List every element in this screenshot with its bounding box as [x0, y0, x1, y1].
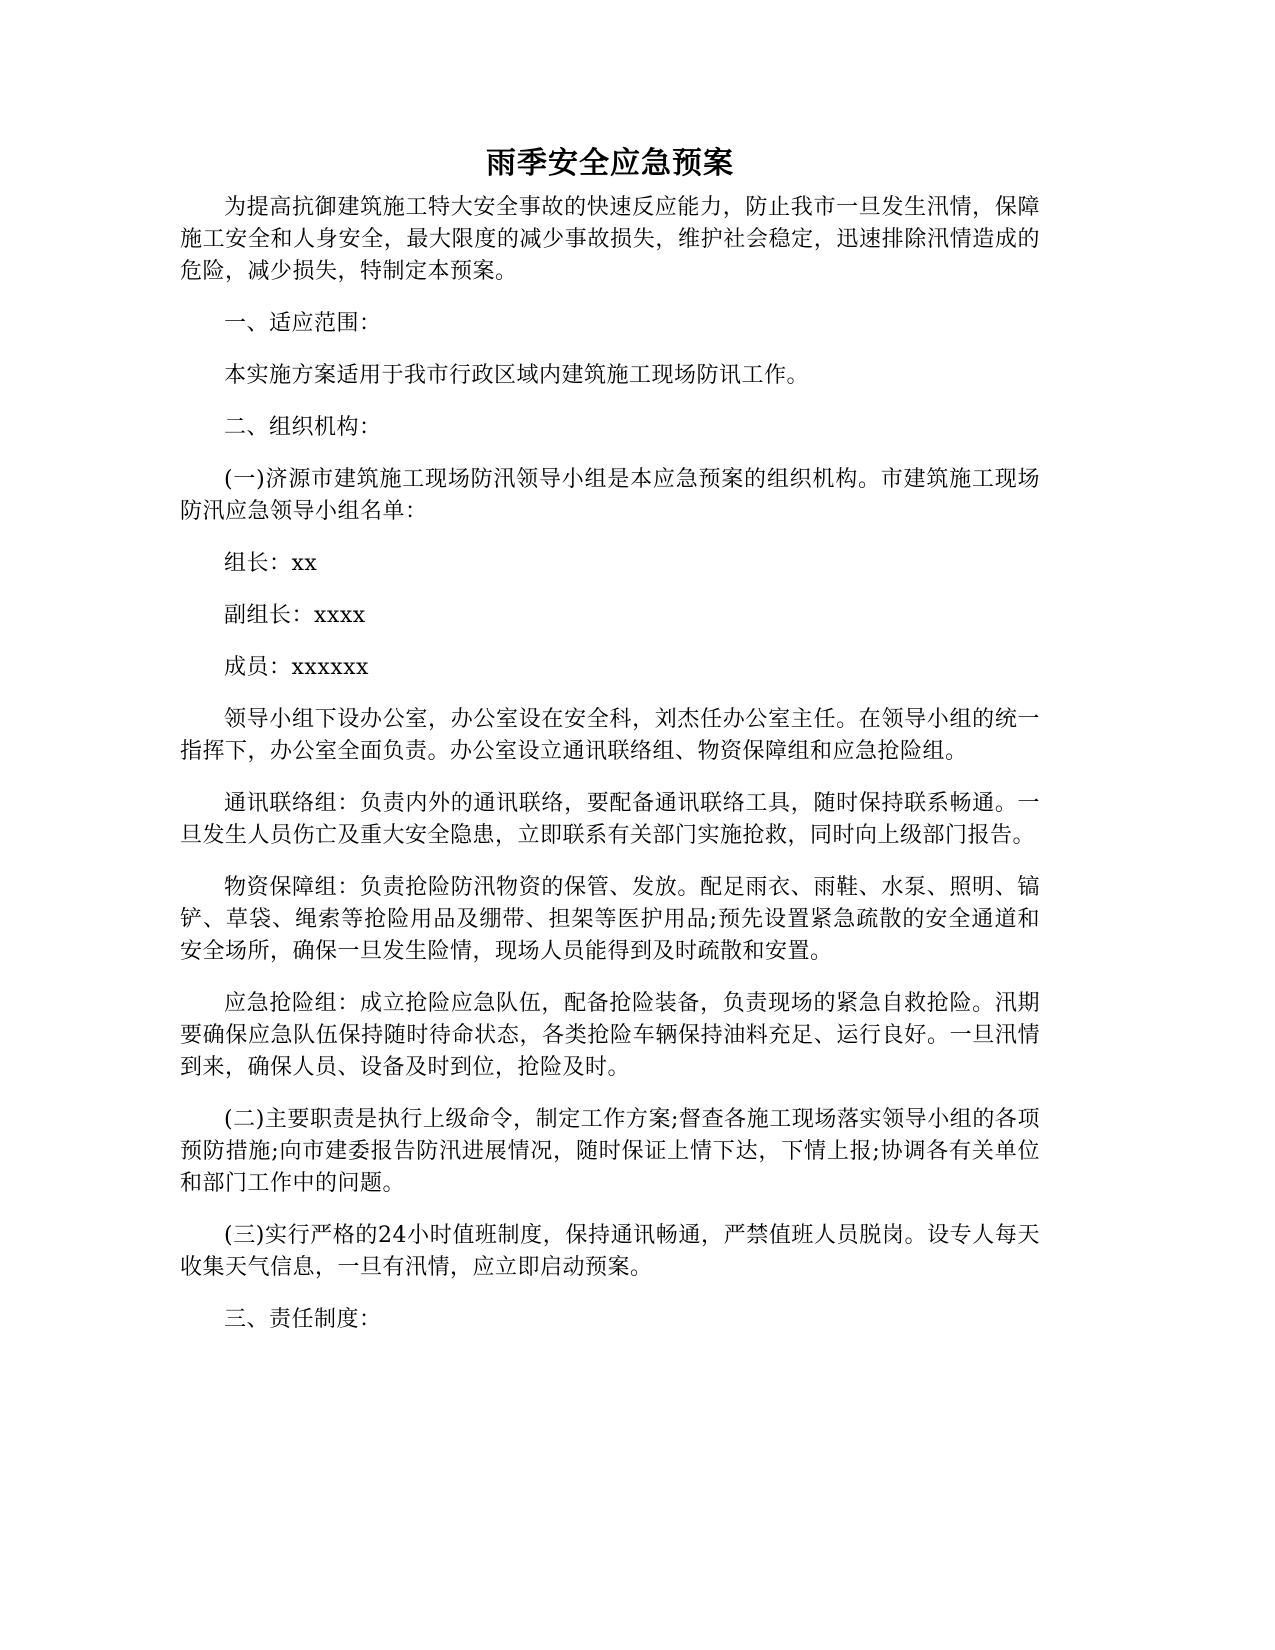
- paragraph-office: 领导小组下设办公室，办公室设在安全科，刘杰任办公室主任。在领导小组的统一指挥下，办公室全面负责。办公室设立通讯联络组、物资保障组和应急抢险组。: [180, 707, 1040, 764]
- paragraph-duties: (二)主要职责是执行上级命令，制定工作方案;督查各施工现场落实领导小组的各项预防措施;向市建委报告防汛进展情况，随时保证上情下达，下情上报;协调各有关单位和部门工作中的问题。: [180, 1107, 1040, 1196]
- paragraph-scope: 本实施方案适用于我市行政区域内建筑施工现场防讯工作。: [224, 363, 810, 388]
- section-heading-responsibility: 三、责任制度：: [224, 1307, 382, 1332]
- paragraph-deputy-leader: 副组长：xxxx: [224, 603, 366, 628]
- document-title: 雨季安全应急预案: [486, 146, 734, 181]
- document-page: [180, 140, 1040, 1356]
- paragraph-rescue-group: 应急抢险组：成立抢险应急队伍，配备抢险装备，负责现场的紧急自救抢险。汛期要确保应急队伍保持随时待命状态，各类抢险车辆保持油料充足、运行良好。一旦汛情到来，确保人员、设备及时到位，抢险及时。: [180, 991, 1040, 1080]
- section-heading-organization: 二、组织机构：: [224, 415, 382, 440]
- paragraph-members: 成员：xxxxxx: [224, 655, 369, 680]
- paragraph-organization-1: (一)济源市建筑施工现场防汛领导小组是本应急预案的组织机构。市建筑施工现场防汛应急领导小组名单：: [180, 467, 1040, 524]
- paragraph-duty-system: (三)实行严格的24小时值班制度，保持通讯畅通，严禁值班人员脱岗。设专人每天收集天气信息，一旦有汛情，应立即启动预案。: [180, 1223, 1040, 1280]
- paragraph-supply-group: 物资保障组：负责抢险防汛物资的保管、发放。配足雨衣、雨鞋、水泵、照明、镐铲、草袋、绳索等抢险用品及绷带、担架等医护用品;预先设置紧急疏散的安全通道和安全场所，确保一旦发生险情，现场人员能得到及时疏散和安置。: [180, 875, 1040, 964]
- paragraph-intro: 为提高抗御建筑施工特大安全事故的快速反应能力，防止我市一旦发生汛情，保障施工安全和人身安全，最大限度的减少事故损失，维护社会稳定，迅速排除汛情造成的危险，减少损失，特制定本预案。: [180, 195, 1040, 284]
- section-heading-scope: 一、适应范围：: [224, 311, 382, 336]
- paragraph-communication-group: 通讯联络组：负责内外的通讯联络，要配备通讯联络工具，随时保持联系畅通。一旦发生人员伤亡及重大安全隐患，立即联系有关部门实施抢救，同时向上级部门报告。: [180, 791, 1040, 848]
- paragraph-leader: 组长：xx: [224, 551, 318, 576]
